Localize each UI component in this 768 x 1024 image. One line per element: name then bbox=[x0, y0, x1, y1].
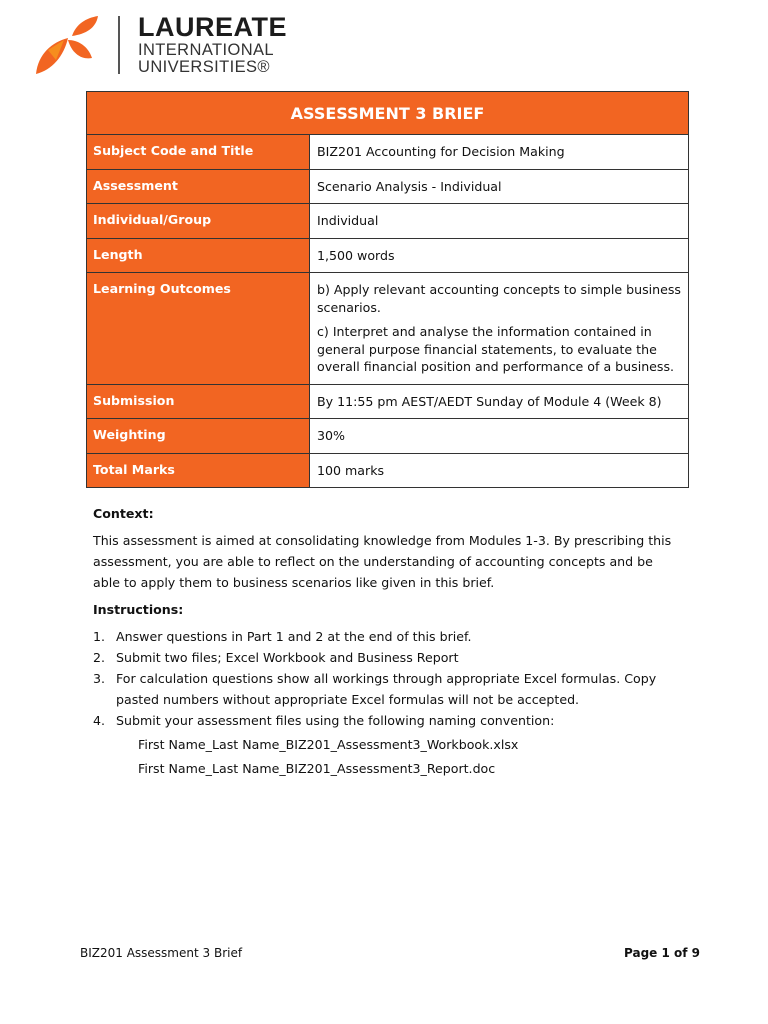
table-row bbox=[87, 419, 689, 454]
row-label-subject: Subject Code and Title bbox=[87, 135, 310, 170]
instructions-list bbox=[93, 626, 683, 731]
logo-text-universities: UNIVERSITIES® bbox=[138, 58, 270, 76]
list-item-number: 1. bbox=[93, 629, 106, 644]
table-row bbox=[87, 169, 689, 204]
row-label-individual-group: Individual/Group bbox=[87, 204, 310, 239]
context-text: This assessment is aimed at consolidating knowledge from Modules 1-3. By prescribing this assessment, you are able to reflect on the understanding of accounting concepts and be able to apply them to business scenarios like given in this brief. bbox=[93, 533, 672, 590]
laureate-logo bbox=[34, 14, 296, 78]
brief-title: ASSESSMENT 3 BRIEF bbox=[87, 92, 689, 135]
table-row bbox=[87, 204, 689, 239]
assessment-brief-table bbox=[86, 91, 689, 488]
row-value-subject: BIZ201 Accounting for Decision Making bbox=[310, 135, 689, 170]
list-item-number: 4. bbox=[93, 713, 106, 728]
laureate-leaf-icon bbox=[34, 16, 100, 76]
row-value-assessment: Scenario Analysis - Individual bbox=[310, 169, 689, 204]
footer-doc-title: BIZ201 Assessment 3 Brief bbox=[80, 946, 243, 960]
list-item bbox=[93, 710, 683, 731]
list-item-number: 3. bbox=[93, 671, 106, 686]
row-label-length: Length bbox=[87, 238, 310, 273]
row-value-total-marks: 100 marks bbox=[310, 453, 689, 488]
row-label-submission: Submission bbox=[87, 384, 310, 419]
table-row bbox=[87, 273, 689, 385]
list-item bbox=[93, 647, 683, 668]
logo-text-international: INTERNATIONAL bbox=[138, 41, 274, 59]
list-item-text: Submit your assessment files using the following naming convention: bbox=[116, 713, 555, 728]
file-name-workbook: First Name_Last Name_BIZ201_Assessment3_Workbook.xlsx bbox=[138, 737, 519, 752]
row-label-assessment: Assessment bbox=[87, 169, 310, 204]
row-value-weighting: 30% bbox=[310, 419, 689, 454]
learning-outcome-b: b) Apply relevant accounting concepts to simple business scenarios. bbox=[317, 282, 681, 315]
row-value-length: 1,500 words bbox=[310, 238, 689, 273]
row-label-learning-outcomes: Learning Outcomes bbox=[87, 273, 310, 385]
list-item-text: Answer questions in Part 1 and 2 at the end of this brief. bbox=[116, 629, 472, 644]
list-item-number: 2. bbox=[93, 650, 106, 665]
list-item bbox=[93, 668, 683, 710]
instructions-heading: Instructions: bbox=[93, 602, 184, 617]
row-label-total-marks: Total Marks bbox=[87, 453, 310, 488]
logo-text-laureate: LAUREATE bbox=[138, 12, 287, 42]
table-row bbox=[87, 135, 689, 170]
table-row bbox=[87, 453, 689, 488]
list-item-text: Submit two files; Excel Workbook and Business Report bbox=[116, 650, 459, 665]
footer-page-number: Page 1 of 9 bbox=[624, 946, 700, 960]
learning-outcome-c: c) Interpret and analyse the information contained in general purpose financial statements, to evaluate the overall financial position and performance of a business. bbox=[317, 324, 675, 374]
table-row bbox=[87, 238, 689, 273]
table-row bbox=[87, 384, 689, 419]
list-item bbox=[93, 626, 683, 647]
row-label-weighting: Weighting bbox=[87, 419, 310, 454]
row-value-learning-outcomes bbox=[310, 273, 689, 385]
context-heading: Context: bbox=[93, 506, 154, 521]
row-value-submission: By 11:55 pm AEST/AEDT Sunday of Module 4 (Week 8) bbox=[310, 384, 689, 419]
logo-divider bbox=[118, 16, 120, 74]
list-item-text: For calculation questions show all workings through appropriate Excel formulas. Copy pasted numbers without appropriate Excel formulas will not be accepted. bbox=[116, 671, 657, 707]
file-name-report: First Name_Last Name_BIZ201_Assessment3_Report.doc bbox=[138, 761, 496, 776]
row-value-individual-group: Individual bbox=[310, 204, 689, 239]
brief-body bbox=[93, 503, 683, 779]
